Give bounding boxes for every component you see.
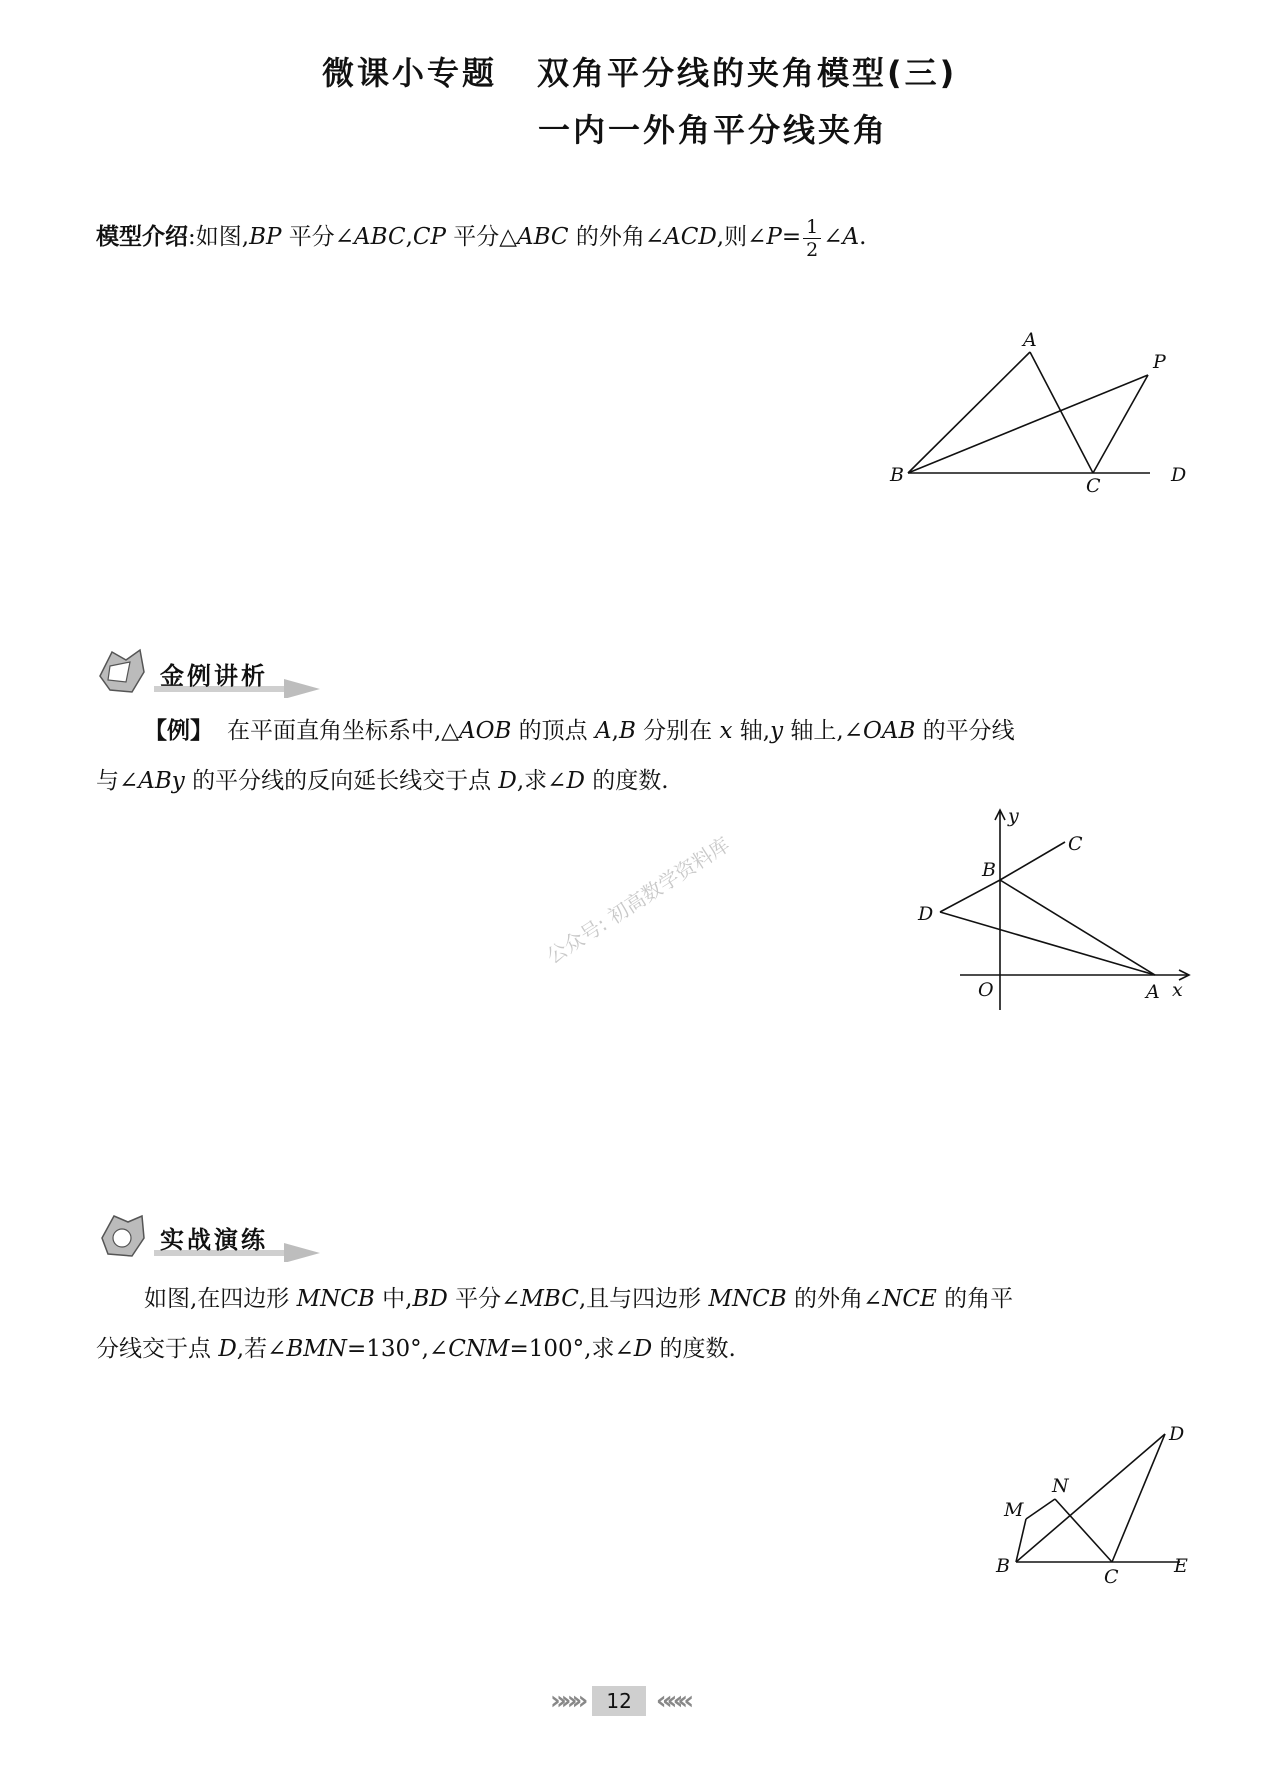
page-number: 12	[592, 1686, 645, 1716]
label-m: M	[1004, 1499, 1024, 1521]
label-y: y	[1008, 805, 1019, 827]
practice-line-2	[96, 1326, 736, 1372]
label-b: B	[982, 859, 996, 881]
practice-text: =100°,求∠	[509, 1336, 634, 1362]
practice-section-header	[96, 1210, 336, 1262]
model-text: .	[859, 224, 867, 250]
practice-text: 的外角∠	[786, 1286, 883, 1312]
model-text: 的外角∠	[568, 224, 665, 250]
title-topic: 双角平分线的夹角模型(三)	[537, 54, 958, 92]
label-d: D	[1169, 1423, 1185, 1445]
example-text: 在平面直角坐标系中,△	[227, 718, 459, 744]
label-b: B	[996, 1555, 1010, 1577]
example-text: 的度数.	[584, 768, 669, 794]
example-text: ,	[611, 718, 619, 744]
model-text: =	[781, 224, 802, 250]
label-e: E	[1174, 1555, 1188, 1577]
math-bp: BP	[249, 224, 282, 250]
segment-ba	[908, 352, 1030, 473]
label-c: C	[1104, 1566, 1119, 1588]
model-text: ∠	[823, 224, 843, 250]
model-text: 平分∠	[281, 224, 355, 250]
model-label: 模型介绍	[96, 224, 188, 250]
math-y: y	[770, 718, 784, 744]
math-bd: BD	[412, 1286, 448, 1312]
example-text: 轴,	[732, 718, 771, 744]
practice-text: 的角平	[936, 1286, 1014, 1312]
practice-text: ,且与四边形	[578, 1286, 709, 1312]
example-tag: 【例】	[144, 718, 213, 744]
label-d: D	[918, 903, 934, 925]
math-d: D	[498, 768, 517, 794]
model-text: ,	[405, 224, 413, 250]
math-p: P	[766, 224, 782, 250]
example-line-1	[144, 708, 1015, 754]
label-b: B	[890, 464, 904, 486]
math-cp: CP	[412, 224, 446, 250]
figure-example	[900, 800, 1210, 1020]
segment-bd	[940, 880, 1000, 912]
example-text: 与∠	[96, 768, 139, 794]
page-title	[322, 48, 957, 94]
page-footer	[550, 1686, 688, 1716]
math-aby: ABy	[138, 768, 185, 794]
math-a: A	[842, 224, 860, 250]
figure-model	[880, 330, 1210, 500]
example-text: 分别在	[635, 718, 720, 744]
left-arrows-icon: »»»	[550, 1686, 583, 1716]
example-section-title: 金例讲析	[160, 662, 268, 690]
practice-text: 平分∠	[447, 1286, 521, 1312]
label-p: P	[1153, 351, 1166, 373]
segment-ac	[1030, 352, 1093, 473]
example-text: 轴上,∠	[783, 718, 863, 744]
label-c: C	[1068, 833, 1083, 855]
label-c: C	[1086, 475, 1101, 497]
model-text: 平分△	[445, 224, 517, 250]
math-acd: ACD	[664, 224, 717, 250]
practice-section-title: 实战演练	[160, 1226, 268, 1254]
practice-text: 的度数.	[652, 1336, 736, 1362]
example-text: 的顶点	[511, 718, 595, 744]
segment-mn	[1026, 1499, 1055, 1519]
math-nce: NCE	[882, 1286, 937, 1312]
fraction-numerator: 1	[803, 216, 821, 239]
example-section-header	[96, 646, 336, 698]
math-d: D	[218, 1336, 237, 1362]
label-n: N	[1052, 1475, 1069, 1497]
segment-cp	[1093, 375, 1148, 473]
practice-text: 如图,在四边形	[144, 1286, 297, 1312]
figure-practice	[990, 1420, 1210, 1600]
segment-cd	[1112, 1434, 1165, 1562]
practice-text: ,若∠	[236, 1336, 287, 1362]
math-mncb: MNCB	[708, 1286, 787, 1312]
practice-text: 分线交于点	[96, 1336, 219, 1362]
example-text: ,求∠	[516, 768, 567, 794]
model-text: ,则∠	[716, 224, 767, 250]
fraction-half	[803, 216, 821, 261]
math-b: B	[618, 718, 636, 744]
fraction-denominator: 2	[806, 238, 819, 261]
label-d: D	[1171, 464, 1187, 486]
math-abc: ABC	[516, 224, 569, 250]
segment-ba	[1000, 880, 1155, 975]
math-d: D	[633, 1336, 653, 1362]
right-arrows-icon: «««	[655, 1686, 689, 1716]
model-intro	[96, 214, 866, 261]
math-aob: AOB	[459, 718, 512, 744]
math-a: A	[595, 718, 612, 744]
segment-bc	[1000, 842, 1065, 880]
watermark: 公众号: 初高数学资料库	[542, 832, 734, 969]
math-oab: OAB	[862, 718, 916, 744]
math-abc: ABC	[354, 224, 406, 250]
example-text: 的平分线的反向延长线交于点	[184, 768, 499, 794]
practice-text: =130°,∠	[346, 1336, 449, 1362]
segment-nc	[1055, 1499, 1112, 1562]
practice-line-1	[144, 1276, 1013, 1322]
practice-text: 中,	[374, 1286, 413, 1312]
math-bmn: BMN	[286, 1336, 347, 1362]
segment-bd	[1016, 1434, 1165, 1562]
math-mbc: MBC	[520, 1286, 579, 1312]
label-a: A	[1023, 330, 1037, 351]
page-subtitle: 一内一外角平分线夹角	[538, 111, 889, 149]
math-cnm: CNM	[448, 1336, 510, 1362]
model-text: :如图,	[188, 224, 250, 250]
segment-bp	[908, 375, 1148, 473]
title-series: 微课小专题	[322, 54, 498, 92]
label-o: O	[978, 979, 994, 1001]
example-text: 的平分线	[915, 718, 1015, 744]
math-x: x	[719, 718, 733, 744]
label-x: x	[1172, 979, 1183, 1001]
example-line-2	[96, 758, 669, 804]
math-mncb: MNCB	[296, 1286, 375, 1312]
math-d: D	[566, 768, 585, 794]
segment-da	[940, 912, 1155, 975]
label-a: A	[1146, 981, 1160, 1003]
